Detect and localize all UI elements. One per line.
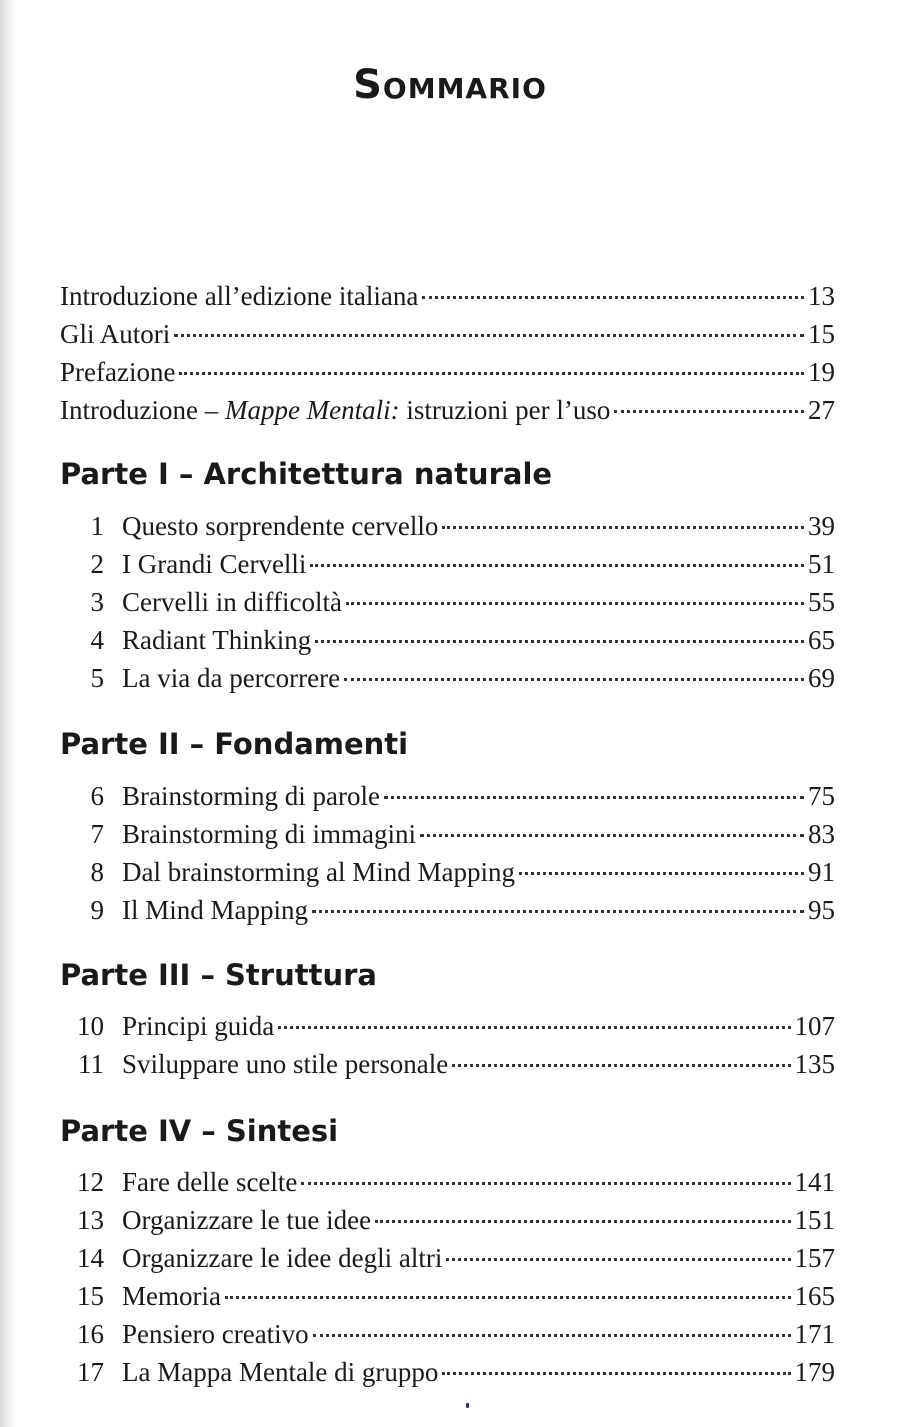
- chapter-number: 8: [90, 857, 104, 887]
- chapter-number: 2: [90, 549, 104, 579]
- toc-entry-label: Organizzare le idee degli altri: [122, 1243, 443, 1273]
- front-matter-list: [60, 277, 835, 429]
- chapter-number: 9: [90, 895, 104, 925]
- toc-entry-label: Dal brainstorming al Mind Mapping: [122, 857, 515, 887]
- toc-entry-page: 171: [794, 1319, 835, 1349]
- toc-entry-label: Questo sorprendente cervello: [122, 511, 439, 541]
- toc-entry-label: Principi guida: [122, 1011, 275, 1041]
- dot-leader: [446, 1258, 790, 1261]
- toc-entry[interactable]: [60, 545, 835, 583]
- toc-entry-label: La via da percorrere: [122, 663, 341, 693]
- toc-entry-page: 69: [808, 663, 835, 693]
- chapter-number: 11: [78, 1049, 104, 1079]
- chapter-number: 15: [77, 1281, 104, 1311]
- chapter-number: 13: [77, 1205, 104, 1235]
- toc-entry-page: 65: [808, 625, 835, 655]
- chapter-number: 5: [90, 663, 104, 693]
- dot-leader: [442, 526, 804, 529]
- toc-entry-label-italic: Mappe Mentali:: [224, 395, 400, 425]
- toc-entry-page: 141: [794, 1167, 835, 1197]
- chapter-list: [60, 507, 835, 697]
- toc-entry-page: 13: [808, 281, 835, 311]
- dot-leader: [315, 640, 804, 643]
- toc-entry[interactable]: [60, 1045, 835, 1083]
- chapter-number: 7: [90, 819, 104, 849]
- chapter-number: 14: [77, 1243, 104, 1273]
- toc-entry-page: 15: [808, 319, 835, 349]
- toc-entry-page: 91: [808, 857, 835, 887]
- toc-entry[interactable]: [60, 1277, 835, 1315]
- toc-entry[interactable]: [60, 277, 835, 315]
- toc-entry[interactable]: [60, 659, 835, 697]
- page-edge-shadow: [0, 0, 16, 1427]
- toc-entry-label: Radiant Thinking: [122, 625, 312, 655]
- chapter-list: [60, 1007, 835, 1083]
- toc-entry[interactable]: [60, 1007, 835, 1045]
- part-heading: Parte I – Architettura naturale: [60, 457, 553, 491]
- toc-entry[interactable]: [60, 1315, 835, 1353]
- toc-entry-label: I Grandi Cervelli: [122, 549, 307, 579]
- toc-entry-label: Brainstorming di parole: [122, 781, 380, 811]
- chapter-number: 17: [77, 1357, 104, 1387]
- toc-entry[interactable]: [60, 815, 835, 853]
- toc-entry[interactable]: [60, 853, 835, 891]
- toc-entry-label: Cervelli in difficoltà: [122, 587, 342, 617]
- part-heading: Parte II – Fondamenti: [60, 727, 409, 761]
- toc-entry[interactable]: [60, 315, 835, 353]
- chapter-list: [60, 1163, 835, 1391]
- toc-entry[interactable]: [60, 353, 835, 391]
- dot-leader: [225, 1296, 791, 1299]
- toc-entry-page: 157: [794, 1243, 835, 1273]
- dot-leader: [614, 410, 804, 413]
- chapter-list: [60, 777, 835, 929]
- toc-entry[interactable]: [60, 891, 835, 929]
- toc-entry-label: Pensiero creativo: [122, 1319, 309, 1349]
- dot-leader: [346, 602, 804, 605]
- chapter-number: 10: [77, 1011, 104, 1041]
- toc-entry-label-prefix: Introduzione –: [60, 395, 225, 425]
- dot-leader: [310, 564, 804, 567]
- toc-entry[interactable]: [60, 1201, 835, 1239]
- chapter-number: 6: [90, 781, 104, 811]
- toc-entry-page: 39: [808, 511, 835, 541]
- dot-leader: [519, 872, 804, 875]
- dot-leader: [384, 796, 804, 799]
- toc-entry-label: Memoria: [122, 1281, 221, 1311]
- toc-entry[interactable]: [60, 1353, 835, 1391]
- dot-leader: [422, 296, 804, 299]
- page-title: Sommario: [353, 61, 547, 108]
- toc-entry-label: Il Mind Mapping: [122, 895, 308, 925]
- chapter-number: 12: [77, 1167, 104, 1197]
- toc-entry-label: [60, 391, 610, 429]
- dot-leader: [301, 1182, 790, 1185]
- toc-entry[interactable]: [60, 1239, 835, 1277]
- toc-entry-page: 83: [808, 819, 835, 849]
- toc-entry-label: Prefazione: [60, 357, 176, 387]
- dot-leader: [278, 1026, 790, 1029]
- toc-entry-label: Organizzare le tue idee: [122, 1205, 372, 1235]
- toc-entry[interactable]: [60, 391, 835, 429]
- toc-entry-label: Introduzione all’edizione italiana: [60, 281, 419, 311]
- dot-leader: [452, 1064, 790, 1067]
- toc-entry-page: 135: [794, 1049, 835, 1079]
- dot-leader: [179, 372, 804, 375]
- dot-leader: [174, 334, 804, 337]
- toc-entry-label: Sviluppare uno stile personale: [122, 1049, 449, 1079]
- dot-leader: [313, 1334, 791, 1337]
- chapter-number: 4: [90, 625, 104, 655]
- toc-entry[interactable]: [60, 621, 835, 659]
- part-heading: Parte IV – Sintesi: [60, 1114, 339, 1148]
- toc-entry-page: 179: [794, 1357, 835, 1387]
- dot-leader: [312, 910, 804, 913]
- toc-entry-page: 19: [808, 357, 835, 387]
- ink-speck: [466, 1403, 469, 1408]
- toc-entry-label: La Mappa Mentale di gruppo: [122, 1357, 439, 1387]
- part-heading: Parte III – Struttura: [60, 958, 377, 992]
- toc-entry-page: 107: [794, 1011, 835, 1041]
- dot-leader: [344, 678, 804, 681]
- chapter-number: 1: [90, 511, 104, 541]
- dot-leader: [442, 1372, 790, 1375]
- toc-entry[interactable]: [60, 583, 835, 621]
- toc-entry-page: 75: [808, 781, 835, 811]
- toc-entry-label: Fare delle scelte: [122, 1167, 298, 1197]
- toc-entry-label-suffix: istruzioni per l’uso: [399, 395, 611, 425]
- toc-entry-label: Brainstorming di immagini: [122, 819, 416, 849]
- toc-entry-page: 165: [794, 1281, 835, 1311]
- toc-entry-page: 151: [794, 1205, 835, 1235]
- chapter-number: 3: [90, 587, 104, 617]
- toc-entry[interactable]: [60, 777, 835, 815]
- toc-entry-page: 27: [808, 395, 835, 425]
- toc-entry-page: 55: [808, 587, 835, 617]
- dot-leader: [420, 834, 804, 837]
- chapter-number: 16: [77, 1319, 104, 1349]
- toc-entry[interactable]: [60, 1163, 835, 1201]
- toc-entry-label: Gli Autori: [60, 319, 171, 349]
- toc-entry[interactable]: [60, 507, 835, 545]
- dot-leader: [375, 1220, 790, 1223]
- toc-entry-page: 51: [808, 549, 835, 579]
- toc-entry-page: 95: [808, 895, 835, 925]
